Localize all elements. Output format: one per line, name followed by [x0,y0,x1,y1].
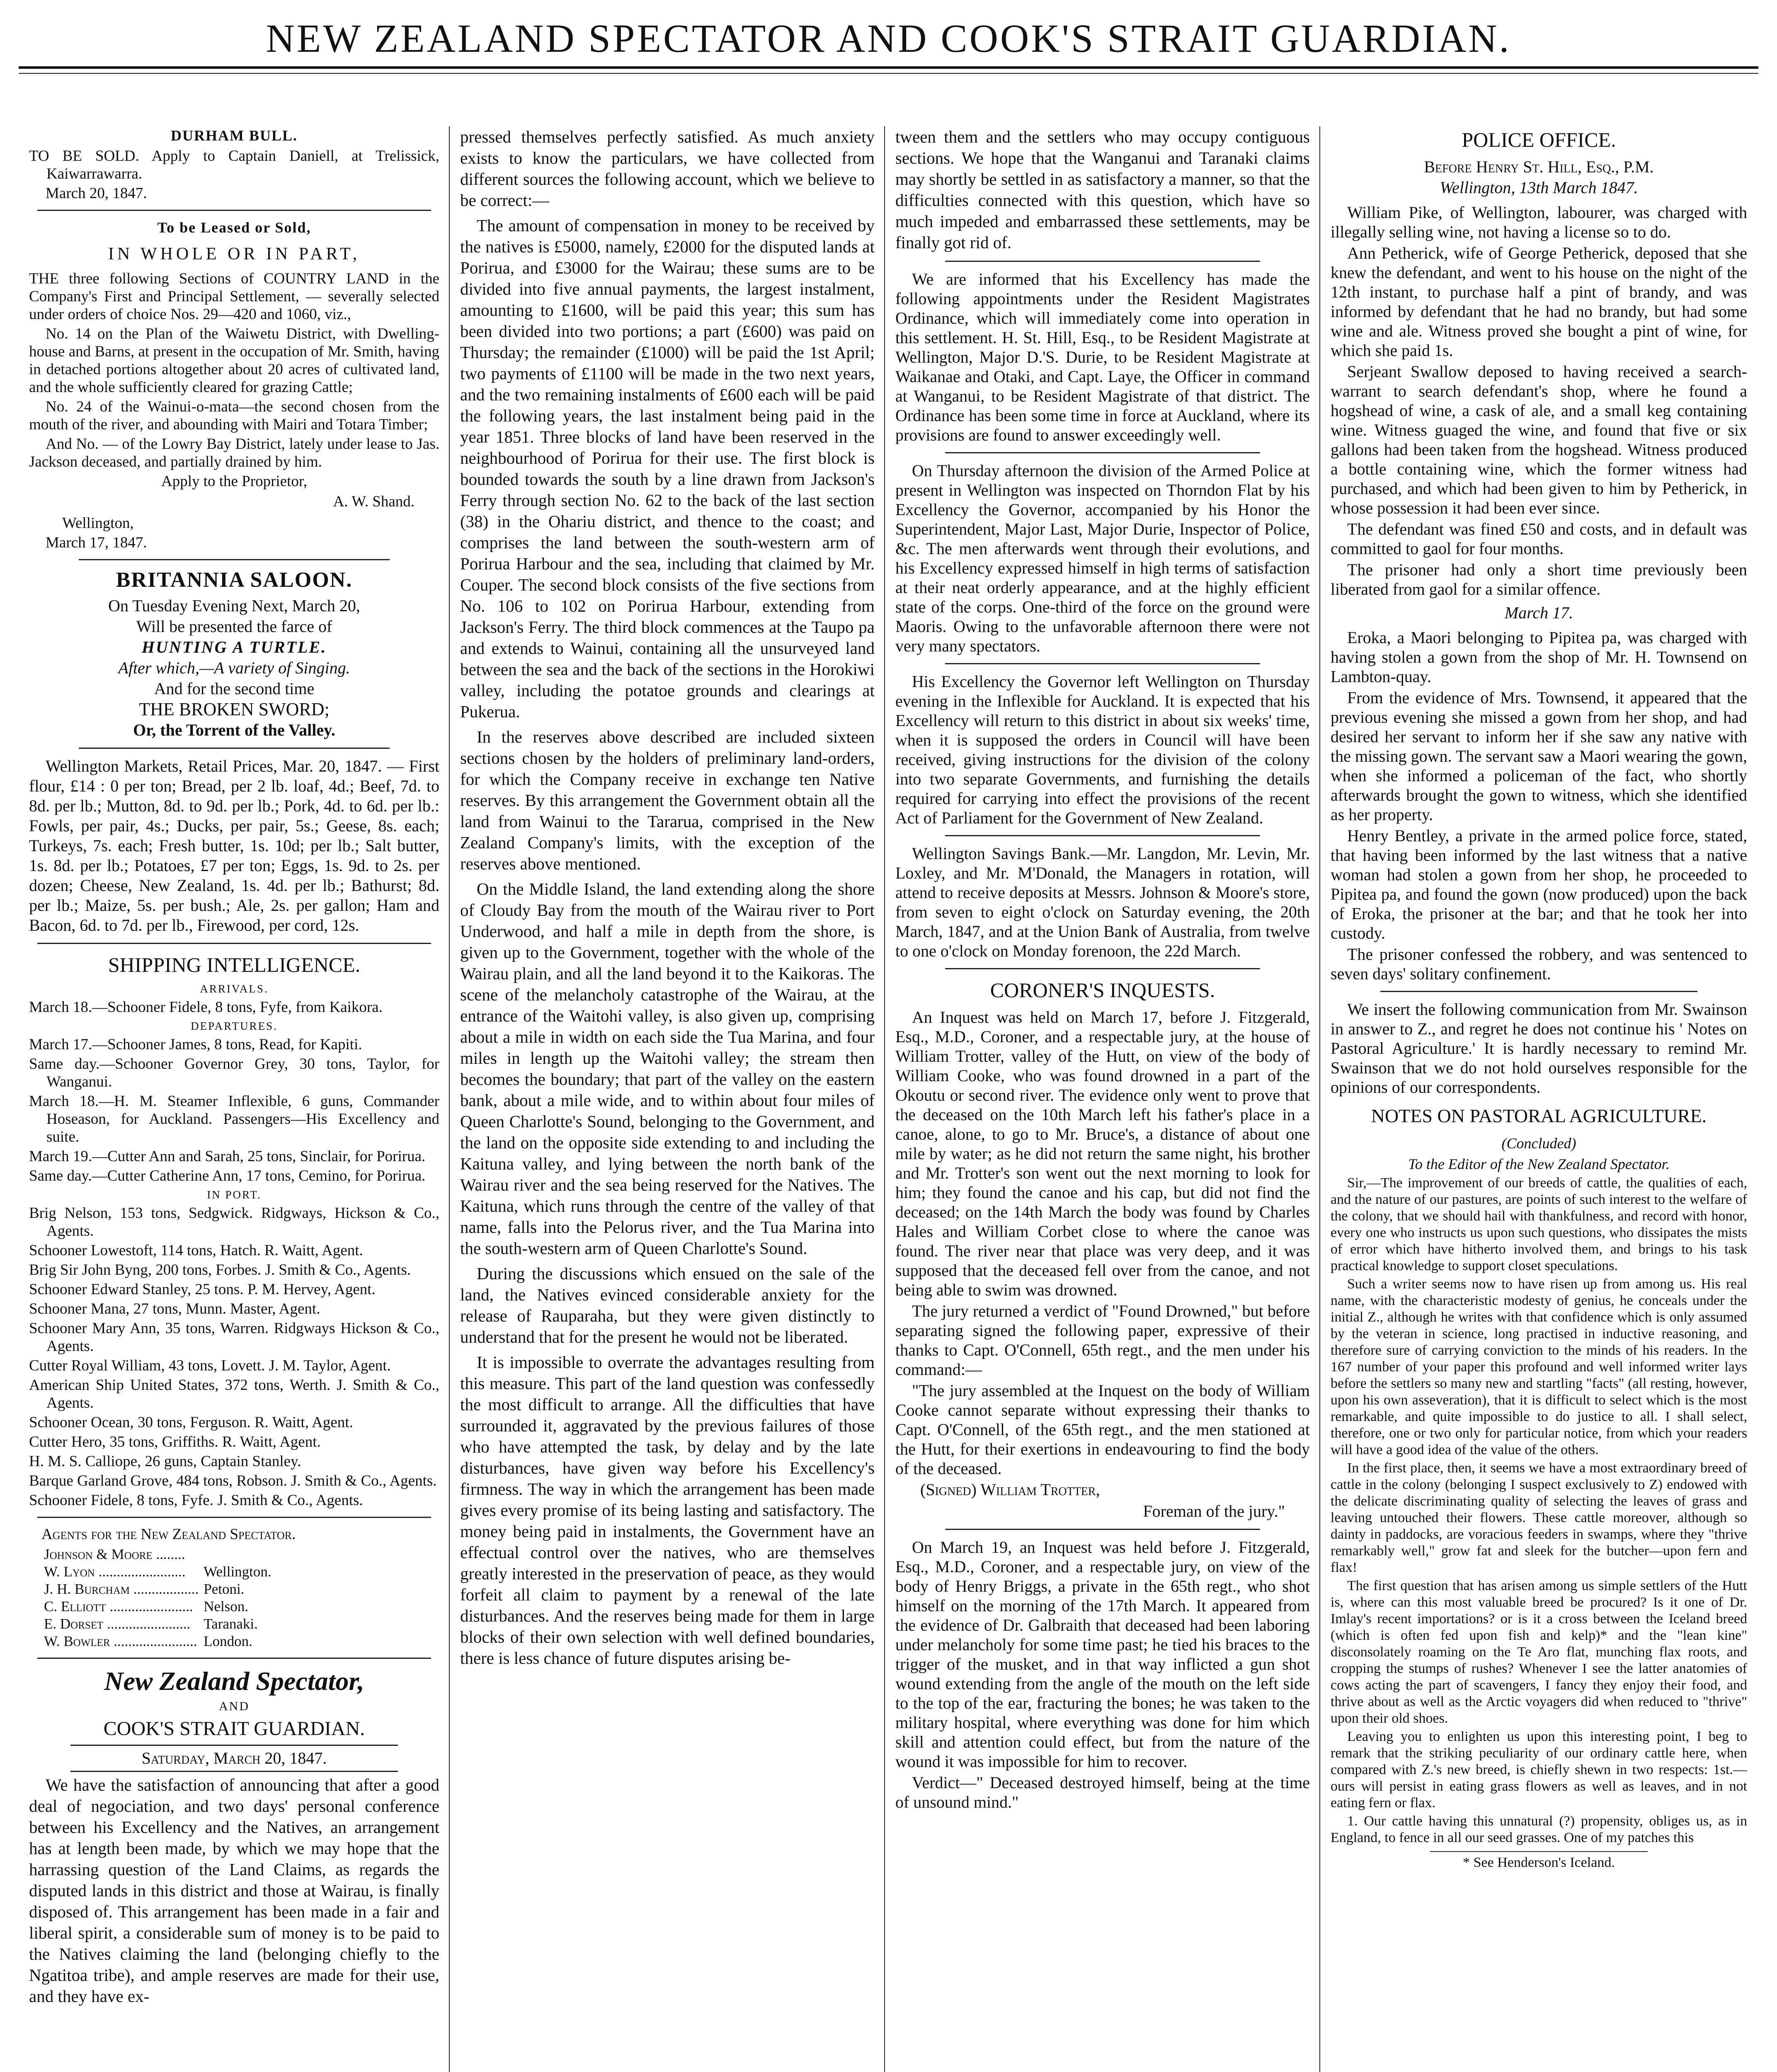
divider [37,1517,431,1518]
notes-paragraph: Sir,—The improvement of our breeds of cattle, the qualities of each, and the nature of our pastures, are points of such interest to the welfare of the colony, that we should hail with thankfulness, and record with honor, every one who instructs us upon such questions, who dissipates the mists of error which have hitherto involved them, and brings to his task practical knowledge to support closet speculations. [1331,1175,1747,1273]
agent-place: Taranaki. [204,1616,258,1632]
departure-entry: March 19.—Cutter Ann and Sarah, 25 tons, Sinclair, for Porirua. [29,1148,426,1165]
lease-paragraph: And No. — of the Lowry Bay District, lately under lease to Jas. Jackson deceased, and partially drained by him. [29,436,439,470]
notes-addressee: To the Editor of the New Zealand Spectator. [1408,1156,1670,1172]
notes-title: NOTES ON PASTORAL AGRICULTURE. [1371,1105,1707,1126]
divider [79,559,390,560]
inquest-paragraph: On March 19, an Inquest was held before J. Fitzgerald, Esq., M.D., Coroner, and a respectable jury, on view of the body of Henry Briggs, a private in the 65th regt., who shot himself on the morning of the 17th March. It appeared from the evidence of Dr. Galbraith that deceased had been laboring under melancholy for some time past; he tied his braces to the trigger of the musket, and in that way inflicted a gun shot wound extending from the angle of the mouth on the left side to the top of the ear, fracturing the bones; he was taken to the military hospital, where everything was done for him which skill and attention could effect, but from the nature of the wound it was impossible for him to recover. [895,1538,1310,1771]
lease-title: To be Leased or Sold, [157,219,311,236]
agent-row [41,1546,274,1563]
in-port-entry: Schooner Lowestoft, 114 tons, Hatch. R. Waitt, Agent. [29,1242,363,1259]
in-port-label: IN PORT. [207,1188,262,1201]
in-port-entry: Cutter Royal William, 43 tons, Lovett. J. M. Taylor, Agent. [29,1357,391,1374]
agent-name: J. H. Burcham .................. [44,1581,199,1597]
paper-and: AND [219,1699,250,1713]
divider [37,210,431,211]
agent-place: Petoni. [204,1581,245,1597]
police-paragraph: From the evidence of Mrs. Townsend, it appeared that the previous evening she missed a gown from her shop, and had desired her servant to inform her if she saw any native with the missing gown. The servant saw a Maori wearing the gown, when she informed a policeman of the fact, who shortly afterwards brought the gown to witness, which she identified as her property. [1331,688,1747,824]
jury-statement: "The jury assembled at the Inquest on the body of William Cooke cannot separate without expressing their thanks to Capt. O'Connell, of the 65th regt., and the men stationed at the Hutt, for their exertions in endeavouring to find the body of the deceased. [895,1381,1310,1478]
in-port-entry: American Ship United States, 372 tons, Werth. J. Smith & Co., Agents. [29,1377,439,1411]
lease-paragraph: THE three following Sections of COUNTRY LAND in the Company's First and Principal Settlement, — severally selected under orders of choice Nos. 29—420 and 1060, viz., [29,270,439,323]
divider [945,1529,1260,1530]
notes-paragraph: Such a writer seems now to have risen up from among us. His real name, with the characteristic modesty of genius, he conceals under the initial Z., although he writes with that confidence which is only assumed by the veteran in science, long practised in inductive reasoning, and therefore sure of carrying conviction to the minds of his readers. In the 167 number of your paper this profound and well informed writer lays before the settlers so many new and startling "facts" (all resting, however, upon his own asseveration), that it is difficult to select which is the most remarkable, and quite impossible to do justice to all. I shall select, therefore, one or two only for particular notice, from which your readers will have a good idea of the value of the others. [1331,1276,1747,1457]
durham-bull-date: March 20, 1847. [46,185,147,202]
article-paragraph: During the discussions which ensued on the sale of the land, the Natives evinced considerable anxiety for the release of Rauparaha, but they were given distinctly to understand that for the present he would not be liberated. [460,1264,875,1346]
divider [70,1771,398,1772]
in-port-entry: Brig Sir John Byng, 200 tons, Forbes. J. Smith & Co., Agents. [29,1261,411,1278]
inquest-verdict: Verdict—" Deceased destroyed himself, being at the time of unsound mind." [895,1773,1310,1811]
in-port-entry: H. M. S. Calliope, 26 guns, Captain Stanley. [29,1453,301,1470]
column-divider [449,126,450,2072]
notes-paragraph: In the first place, then, it seems we have a most extraordinary breed of cattle in the colony (belonging I suspect exclusively to Z) endowed with the delicate discriminating quality of selecting the leaves of grass and leaving untouched their flowers. These cattle moreover, although so dainty in paddocks, are voracious feeders in swamps, where they "thrive remarkably well," grow fat and sleek for the butcher—upon fern and flax! [1331,1460,1747,1575]
police-paragraph: Henry Bentley, a private in the armed police force, stated, that having been informed by the last witness that a native woman had stolen a gown from her shop, he proceeded to Pipitea pa, and found the gown (now produced) upon the back of Eroka, the prisoner at the bar; and that he took her into custody. [1331,826,1747,942]
shipping-title: SHIPPING INTELLIGENCE. [108,953,361,976]
column-3 [895,126,1310,2072]
article-paragraph: The amount of compensation in money to be received by the natives is £5000, namely, £2000 for the disputed lands at Porirua, and £3000 for the Wairau; these sums are to be divided into five annual payments, the largest instalment, amounting to £1600, will be paid this year; this sum has been divided into two portions; a part (£600) was paid on Thursday; the remainder (£1000) will be paid the 1st April; two payments of £1100 will be made in the two next years, and the two remaining instalments of £600 each will be paid the following years, the last instalment being paid in the year 1851. Three blocks of land have been reserved in the neighbourhood of Porirua for their use. The first block is bounded towards the south by a line drawn from Jackson's Ferry through section No. 62 to the back of the last section (38) in the Ohariu district, and thence to the coast; and comprises the land between the south-western arm of Porirua Harbour and the sea, including that claimed by Mr. Couper. The second block consists of the five sections from No. 106 to 102 on Porirua Harbour, extending from Jackson's Ferry. The third block commences at the Taupo pa and extends to Wainui, containing all the unsurveyed land between the sea and the back of the sections in the Horokiwi valley, including the potatoe grounds and clearings at Pukerua. [460,216,875,721]
in-port-entry: Schooner Ocean, 30 tons, Ferguson. R. Waitt, Agent. [29,1414,353,1431]
agent-name: Johnson & Moore ........ [44,1546,185,1562]
agent-row [41,1598,274,1615]
divider [945,663,1260,664]
coroner-title: CORONER'S INQUESTS. [990,978,1215,1002]
notes-concluded: (Concluded) [1501,1135,1576,1152]
divider [945,968,1260,969]
saloon-line: Will be presented the farce of [136,617,332,636]
armed-police-paragraph: On Thursday afternoon the division of the Armed Police at present in Wellington was inspected on Thorndon Flat by his Excellency the Governor, accompanied by his Honor the Superintendent, Major Last, Major Durie, Inspector of Police, &c. The men afterwards went through their evolutions, and his Excellency expressed himself in high terms of satisfaction at their neat orderly appearance, and at the highly efficient state of the corps. One-third of the force on the ground were Maoris. Owing to the unfavorable afternoon there were not very many spectators. [895,461,1310,655]
inquest-paragraph: An Inquest was held on March 17, before J. Fitzgerald, Esq., M.D., Coroner, and a respectable jury, at the house of William Trotter, valley of the Hutt, on view of the body of William Cooke, who was found drowned in a part of the Okoutu or second river. The evidence only went to prove that the deceased on the 10th March left his father's place in a canoe, alone, to go to Mr. Bruce's, a distance of about one mile by water; as he did not return the same night, his brother and Mr. Trotter's son went out the next morning to look for him; they found the canoe and his cap, but did not find the deceased; on the 14th March the body was found by Charles Hales and William Corbet close to where the canoe was found. The river near that place was very deep, and it was supposed that the deceased fell over from the canoe, and not being able to swim was drowned. [895,1008,1310,1299]
agents-title: Agents for the New Zealand Spectator. [41,1526,296,1543]
police-magistrate: Before Henry St. Hill, Esq., P.M. [1424,157,1654,176]
in-port-entry: Barque Garland Grove, 484 tons, Robson. J. Smith & Co., Agents. [29,1472,437,1489]
lease-place: Wellington, [62,515,134,532]
police-paragraph: Eroka, a Maori belonging to Pipitea pa, was charged with having stolen a gown from the shop of Mr. H. Townsend on Lambton-quay. [1331,628,1747,686]
saloon-line: Or, the Torrent of the Valley. [133,721,335,739]
paper-date: Saturday, March 20, 1847. [141,1749,327,1767]
saloon-line: On Tuesday Evening Next, March 20, [108,596,360,615]
saloon-title: BRITANNIA SALOON. [116,568,353,592]
article-paragraph: pressed themselves perfectly satisfied. As much anxiety exists to know the particulars, we have collected from different sources the following account, which we believe to be correct:— [460,127,875,210]
notes-paragraph: Leaving you to enlighten us upon this interesting point, I beg to remark that the striking peculiarity of our ordinary cattle here, when compared with Z.'s new breed, is chiefly shewn in two respects: 1st.—ours will persist in eating grass flowers as well as leaves, and in not eating fern or flax. [1331,1729,1747,1811]
lease-paragraph: No. 24 of the Wainui-o-mata—the second chosen from the mouth of the river, and abounding with Mairi and Totara Timber; [29,398,439,433]
jury-foreman: Foreman of the jury." [1143,1502,1285,1520]
masthead-rule-thin [19,73,1758,74]
agent-place: Nelson. [204,1598,249,1615]
departures-list [29,1036,439,1185]
police-office-title: POLICE OFFICE. [1462,128,1616,151]
jury-signature: (Signed) William Trotter, [920,1480,1100,1499]
departure-entry: Same day.—Schooner Governor Grey, 30 tons, Taylor, for Wanganui. [29,1055,439,1090]
notes-paragraph: The first question that has arisen among us simple settlers of the Hutt is, where can this most valuable breed be procured? Is it one of Dr. Imlay's recent importations? or is it a cross between the Iceland breed (which is often fed upon fish and kelp)* and the "lean kine" disconsolately roaming on the Te Aro flat, munching flax roots, and cropping the stumps of rushes? Whenever I see the latter anatomies of cows acting the part of scavengers, I fancy they enjoy their food, and thrive about as well as the Arctic voyagers did when reduced to "thrive" upon their old shoes. [1331,1578,1747,1726]
police-paragraph: Ann Petherick, wife of George Petherick, deposed that she knew the defendant, and went to his house on the night of the 12th instant, to purchase half a pint of brandy, and was informed by defendant that he had no brandy, but had some wine and ale. Witness proved she bought a pint of wine, for which she paid 1s. [1331,244,1747,360]
footnote-rule [1430,1851,1648,1852]
departure-entry: March 17.—Schooner James, 8 tons, Read, for Kapiti. [29,1036,362,1053]
in-port-entry: Cutter Hero, 35 tons, Griffiths. R. Waitt, Agent. [29,1433,321,1450]
divider [1380,991,1697,992]
lease-apply: Apply to the Proprietor, [161,473,308,490]
in-port-entry: Schooner Mary Ann, 35 tons, Warren. Ridgways Hickson & Co., Agents. [29,1320,439,1355]
lease-date: March 17, 1847. [46,534,147,551]
editorial-paragraph: We have the satisfaction of announcing that after a good deal of negociation, and two days' personal conference between his Excellency and the Natives, an arrangement has at length been made, by which we may hope that the harrassing question of the Land Claims, as regards the disputed lands in this district and those at Wairau, is finally disposed of. This arrangement has been made in a fair and liberal spirit, a considerable sum of money is to be paid to the Natives claiming the land (belonging chiefly to the Ngatitoa tribe), and ample reserves are made for their use, and they have ex- [29,1775,439,2006]
lease-signature: A. W. Shand. [333,493,415,510]
divider [37,943,431,944]
divider [79,748,390,749]
divider [945,261,1260,262]
police-paragraph: The prisoner confessed the robbery, and was sentenced to seven days' solitary confinement. [1331,945,1747,983]
departure-entry: March 18.—H. M. Steamer Inflexible, 6 guns, Commander Hoseason, for Auckland. Passengers—His Excellency and suite. [29,1093,439,1145]
in-port-list [29,1204,439,1509]
lease-paragraph: No. 14 on the Plan of the Waiwetu District, with Dwelling-house and Barns, at present in the occupation of Mr. Smith, having in detached portions altogether about 20 acres of cultivated land, and the whole sufficiently cleared for grazing Cattle; [29,325,439,396]
agent-place: London. [204,1633,252,1649]
police-date: March 17. [1504,603,1573,622]
saloon-line: THE BROKEN SWORD; [139,699,330,719]
police-paragraph: William Pike, of Wellington, labourer, was charged with illegally selling wine, not having a license so to do. [1331,203,1747,241]
agent-name: W. Bowler ....................... [44,1633,197,1649]
in-port-entry: Brig Nelson, 153 tons, Sedgwick. Ridgways, Hickson & Co., Agents. [29,1205,439,1239]
durham-bull-title: DURHAM BULL. [170,127,298,144]
notes-paragraph: 1. Our cattle having this unnatural (?) propensity, obliges us, as in England, to fence in all our seed grasses. One of my patches this [1331,1813,1747,1845]
appointments-paragraph: We are informed that his Excellency has made the following appointments under the Resident Magistrates Ordinance, which will immediately come into operation in this settlement. H. St. Hill, Esq., to be Resident Magistrate at Wellington, Major D.'S. Durie, to be Resident Magistrate at Waikanae and Otaki, and Capt. Laye, the Officer in command at Wanganui, to be Resident Magistrate of that district. The Ordinance has been some time in force at Auckland, where its provisions are found to answer exceedingly well. [895,270,1310,444]
agents-table [41,1546,274,1650]
footnote: * See Henderson's Iceland. [1463,1855,1615,1870]
agent-name: E. Dorset ....................... [44,1616,191,1632]
article-paragraph: tween them and the settlers who may occupy contiguous sections. We hope that the Wanganui and Taranaki claims may shortly be settled in as satisfactory a manner, so that the difficulties connected with this question, which have so much impeded and embarrassed these settlements, may be finally got rid of. [895,127,1310,252]
saloon-line: HUNTING A TURTLE. [141,638,327,656]
saloon-line: And for the second time [154,679,315,698]
departure-entry: Same day.—Cutter Catherine Ann, 17 tons, Cemino, for Porirua. [29,1167,426,1184]
column-1 [29,126,439,2072]
agent-row [41,1581,274,1598]
governor-departure-paragraph: His Excellency the Governor left Wellington on Thursday evening in the Inflexible for Auckland. It is expected that his Excellency will return to this district in about six weeks' time, when it is supposed the orders in Council will have been received, giving instructions for the division of the colony into two separate Governments, and furnishing the details required for carrying into effect the provisions of the recent Act of Parliament for the Government of New Zealand. [895,672,1310,827]
arrivals-label: ARRIVALS. [200,983,269,995]
divider [70,1745,398,1746]
agent-place: Wellington. [204,1564,272,1580]
arrivals-list [29,998,439,1016]
police-paragraph: Serjeant Swallow deposed to having received a search-warrant to search defendant's shop, where he found a hogshead of wine, a cask of ale, and a small keg containing wine. Witness guaged the wine, and found that five or six gallons had been taken from the hogshead. Witness produced a bottle containing wine, which the former witness had purchased, and which had been given to him by Petherick, in whose possession it had been ever since. [1331,362,1747,517]
in-port-entry: Schooner Mana, 27 tons, Munn. Master, Agent. [29,1300,320,1317]
divider [945,452,1260,453]
durham-bull-notice: TO BE SOLD. Apply to Captain Daniell, at Trelissick, Kaiwarrawarra. [29,148,439,182]
agent-row [41,1615,274,1633]
savings-bank-paragraph: Wellington Savings Bank.—Mr. Langdon, Mr. Levin, Mr. Loxley, and Mr. M'Donald, the Managers in rotation, will attend to receive deposits at Messrs. Johnson & Moore's store, from seven to eight o'clock on Saturday evening, the 20th March, 1847, and at the Union Bank of Australia, from twelve to one o'clock on Monday forenoon, the 22d March. [895,844,1310,960]
article-paragraph: It is impossible to overrate the advantages resulting from this measure. This part of the land question was confessedly the most difficult to arrange. All the difficulties that have surrounded it, aggravated by the previous failures of those who have attempted the task, by delay and by the late disturbances, have given way before his Excellency's firmness. The way in which the arrangement has been made gives every promise of its being lasting and satisfactory. The money being paid in instalments, the Government have an effectual control over the natives, who are themselves greatly interested in the preservation of peace, as they would forfeit all claim to payment by a renewal of the late disturbances. And the reserves being made for them in large blocks of their own selection with well defined boundaries, there is less chance of future disputes arising be- [460,1353,875,1668]
editor-note: We insert the following communication from Mr. Swainson in answer to Z., and regret he does not continue his ' Notes on Pastoral Agriculture.' It is hardly necessary to remind Mr. Swainson that we do not hold ourselves responsible for the opinions of our correspondents. [1331,1000,1747,1097]
agent-row [41,1563,274,1581]
saloon-line: After which,—A variety of Singing. [118,658,350,677]
divider [37,1658,431,1659]
masthead-title: NEW ZEALAND SPECTATOR AND COOK'S STRAIT GUARDIAN. [266,16,1511,61]
article-paragraph: On the Middle Island, the land extending along the shore of Cloudy Bay from the mouth of the Wairau river to Port Underwood, and half a mile in depth from the shore, is given up to the Government, together with the whole of the Wairau plain, and all the land beyond it to the Kaikoras. The scene of the melancholy catastrophe of the Wairau, at the entrance of the Waitohi valley, is also given up, comprising about a mile in width on each side the Tua Marina, and four miles in length up the Waitohi valley; the stream then becomes the boundary; that part of the valley on the eastern bank, about a mile wide, and to within about four miles of Queen Charlotte's Sound, belonging to the Government, and the land on the opposite side extending to and including the Kaituna valley, and lying between the north bank of the Wairau river and the sea being reserved for the Natives. The Kaituna, which runs through the centre of the valley of that name, falls into the Pelorus river, and the Tua Marina into the south-western arm of Queen Charlotte's Sound. [460,879,875,1258]
masthead-rule [19,66,1758,69]
inquest-paragraph: The jury returned a verdict of "Found Drowned," but before separating signed the following paper, expressive of their thanks to Capt. O'Connell, 65th regt., and the men under his command:— [895,1302,1310,1379]
lease-subtitle: IN WHOLE OR IN PART, [108,244,361,264]
agent-place [201,1546,274,1563]
paper-name: New Zealand Spectator, [104,1666,364,1696]
column-4 [1331,126,1747,2072]
column-2 [460,126,875,2072]
article-paragraph: In the reserves above described are included sixteen sections chosen by the holders of preliminary land-orders, for which the Company receive in exchange ten Native reserves. By this arrangement the Government obtain all the land from Wainui to the Tararua, comprised in the New Zealand Company's limits, with the exception of the reserves above mentioned. [460,727,875,873]
agent-name: C. Elliott ....................... [44,1598,193,1615]
wellington-markets: Wellington Markets, Retail Prices, Mar. 20, 1847. — First flour, £14 : 0 per ton; Bread, per 2 lb. loaf, 4d.; Beef, 7d. to 8d. per lb.; Mutton, 8d. to 9d. per lb.; Pork, 4d. to 6d. per lb.: Fowls, per pair, 4s.; Ducks, per pair, 5s.; Geese, 8s. each; Turkeys, 7s. each; Fresh butter, 1s. 10d; per lb.; Salt butter, 1s. 8d. per lb.; Potatoes, £7 per ton; Eggs, 1s. 9d. to 2s. per dozen; Cheese, New Zealand, 1s. 4d. per lb.; Bathurst; 8d. per lb.; Maize, 5s. per bush.; Ale, 2s. per gallon; Ham and Bacon, 6d. to 7d. per lb., Firewood, per cord, 12s. [29,757,439,934]
police-paragraph: The prisoner had only a short time previously been liberated from gaol for a similar offence. [1331,560,1747,598]
paper-subtitle: COOK'S STRAIT GUARDIAN. [103,1718,365,1740]
arrival-entry: March 18.—Schooner Fidele, 8 tons, Fyfe, from Kaikora. [29,999,383,1016]
police-paragraph: The defendant was fined £50 and costs, and in default was committed to gaol for four months. [1331,520,1747,558]
agent-name: W. Lyon ........................ [44,1564,186,1580]
column-divider [1319,126,1320,2072]
agent-row [41,1633,274,1650]
in-port-entry: Schooner Edward Stanley, 25 tons. P. M. Hervey, Agent. [29,1281,376,1298]
column-divider [884,126,885,2072]
departures-label: DEPARTURES. [191,1020,278,1032]
in-port-entry: Schooner Fidele, 8 tons, Fyfe. J. Smith & Co., Agents. [29,1492,363,1509]
divider [945,835,1260,836]
police-date: Wellington, 13th March 1847. [1440,178,1638,197]
